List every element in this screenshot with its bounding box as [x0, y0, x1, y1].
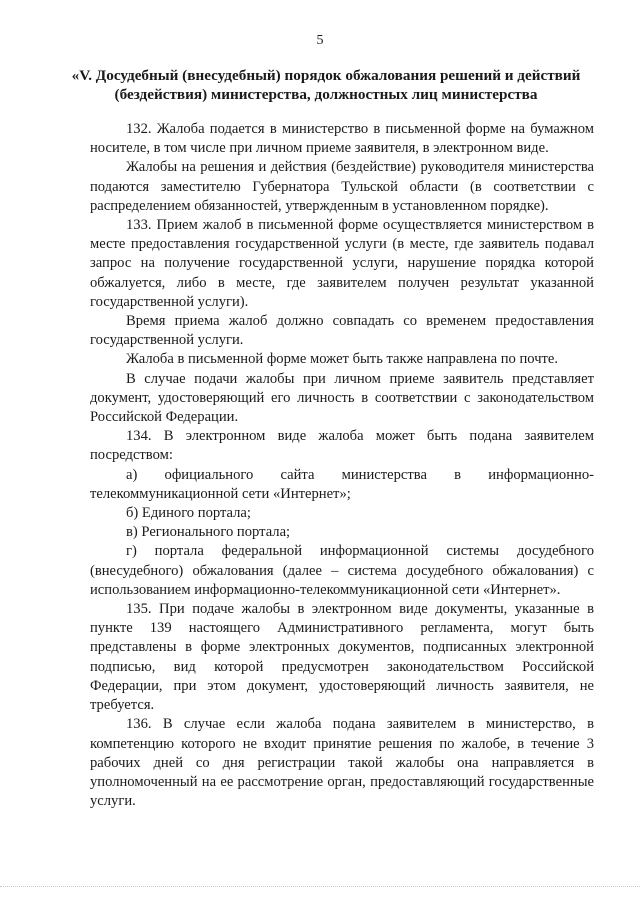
paragraph: 135. При подаче жалобы в электронном виде документы, указанные в пункте 139 настоящего Административного регламента, могут быть представлены в форме электронных документов, подписанных электронной подписью, вид которой предусмотрен законодательством Российской Федерации, при этом документ, удостоверяющий личность заявителя, не требуется.: [90, 601, 594, 714]
paragraph: Время приема жалоб должно совпадать со временем предоставления государственной услуги.: [90, 313, 594, 349]
paragraph: 134. В электронном виде жалоба может быть подана заявителем посредством:: [90, 428, 594, 464]
paragraph: в) Регионального портала;: [126, 524, 291, 541]
paragraph: 133. Прием жалоб в письменной форме осуществляется министерством в месте предоставления государственной услуги (в месте, где заявитель подавал запрос на получение государственной услуги, нарушение порядка которой обжалуется, либо в месте, где заявителем получен результат указанной государственной услуги).: [90, 217, 594, 310]
document-body: [90, 120, 594, 811]
section-heading: «V. Досудебный (внесудебный) порядок обжалования решений и действий (бездействия) министерства, должностных лиц министерства: [71, 67, 581, 103]
paragraph: 136. В случае если жалоба подана заявителем в министерство, в компетенцию которого не входит принятие решения по жалобе, в течение 3 рабочих дней со дня регистрации такой жалобы она направляется в уполномоченный на ее рассмотрение орган, предоставляющий государственные услуги.: [90, 716, 594, 810]
paragraph: Жалобы на решения и действия (бездействие) руководителя министерства подаются заместителю Губернатора Тульской области (в соответствии с распределением обязанностей, утвержденным в установленном порядке).: [90, 159, 594, 214]
paragraph: а) официального сайта министерства в информационно-телекоммуникационной сети «Интернет»;: [90, 466, 594, 502]
paragraph: Жалоба в письменной форме может быть также направлена по почте.: [126, 351, 559, 368]
paragraph: В случае подачи жалобы при личном приеме заявитель представляет документ, удостоверяющий его личность в соответствии с законодательством Российской Федерации.: [90, 370, 594, 426]
paragraph: 132. Жалоба подается в министерство в письменной форме на бумажном носителе, в том числе при личном приеме заявителя, в электронном виде.: [90, 121, 594, 157]
paragraph: г) портала федеральной информационной системы досудебного (внесудебного) обжалования (далее – система досудебного обжалования) с использованием информационно-телекоммуникационной сети «Интернет».: [90, 543, 594, 598]
paragraph: б) Единого портала;: [126, 505, 251, 522]
footer-divider: [0, 886, 640, 889]
page-number: 5: [316, 33, 324, 48]
